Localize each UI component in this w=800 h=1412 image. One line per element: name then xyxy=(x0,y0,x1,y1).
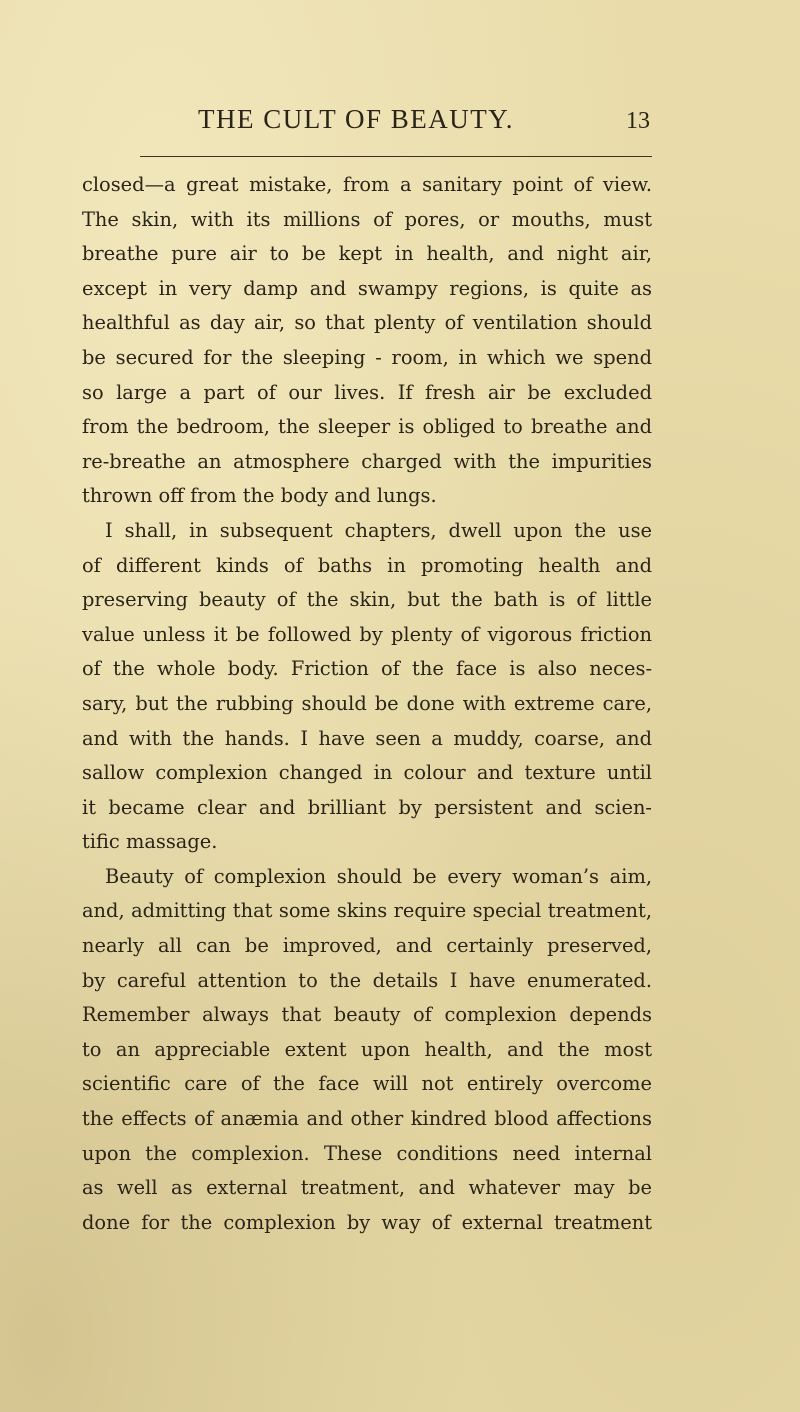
text-line: done for the complexion by way of external treatment xyxy=(82,1210,652,1234)
text-line: sallow complexion changed in colour and texture until xyxy=(82,761,652,785)
text-line: The skin, with its millions of pores, or mouths, must xyxy=(82,207,652,231)
text-line: be secured for the sleeping - room, in which we spend xyxy=(82,345,652,369)
text-line: by careful attention to the details I have enumerated. xyxy=(82,968,652,992)
text-line: upon the complexion. These conditions need internal xyxy=(82,1141,652,1165)
text-line: thrown off from the body and lungs. xyxy=(82,484,437,508)
running-head xyxy=(62,104,650,140)
running-title: THE CULT OF BEAUTY. xyxy=(197,104,515,134)
text-line: nearly all can be improved, and certainly preserved, xyxy=(82,934,652,958)
text-line: of the whole body. Friction of the face is also neces- xyxy=(82,657,652,681)
text-line: value unless it be followed by plenty of vigorous friction xyxy=(82,622,652,646)
text-line: closed—a great mistake, from a sanitary point of view. xyxy=(82,173,652,196)
text-line: preserving beauty of the skin, but the bath is of little xyxy=(82,588,652,612)
text-line: except in very damp and swampy regions, is quite as xyxy=(82,276,652,300)
text-line: re-breathe an atmosphere charged with the impurities xyxy=(82,449,652,473)
text-line: scientific care of the face will not entirely overcome xyxy=(82,1072,652,1096)
text-line: Remember always that beauty of complexion depends xyxy=(82,1003,652,1027)
text-line: Beauty of complexion should be every woman’s aim, xyxy=(105,864,652,888)
page-number: 13 xyxy=(626,108,650,134)
text-line: and, admitting that some skins require special treatment, xyxy=(82,899,652,923)
body-text xyxy=(82,168,652,1240)
text-line: the effects of anæmia and other kindred blood affections xyxy=(82,1107,652,1131)
text-line: healthful as day air, so that plenty of ventilation should xyxy=(82,311,652,335)
text-line: sary, but the rubbing should be done with extreme care, xyxy=(82,691,652,715)
text-line: to an appreciable extent upon health, and the most xyxy=(82,1037,652,1061)
text-line: it became clear and brilliant by persistent and scien- xyxy=(82,795,652,819)
text-line: of different kinds of baths in promoting health and xyxy=(82,553,652,577)
text-line: from the bedroom, the sleeper is obliged to breathe and xyxy=(82,415,652,439)
text-line: and with the hands. I have seen a muddy, coarse, and xyxy=(82,726,652,750)
text-line: so large a part of our lives. If fresh air be excluded xyxy=(82,380,652,404)
text-line: I shall, in subsequent chapters, dwell upon the use xyxy=(105,518,652,542)
text-line: breathe pure air to be kept in health, and night air, xyxy=(82,242,652,266)
header-rule xyxy=(140,156,652,157)
text-line: as well as external treatment, and whatever may be xyxy=(82,1176,652,1200)
text-line: tific massage. xyxy=(82,830,218,854)
